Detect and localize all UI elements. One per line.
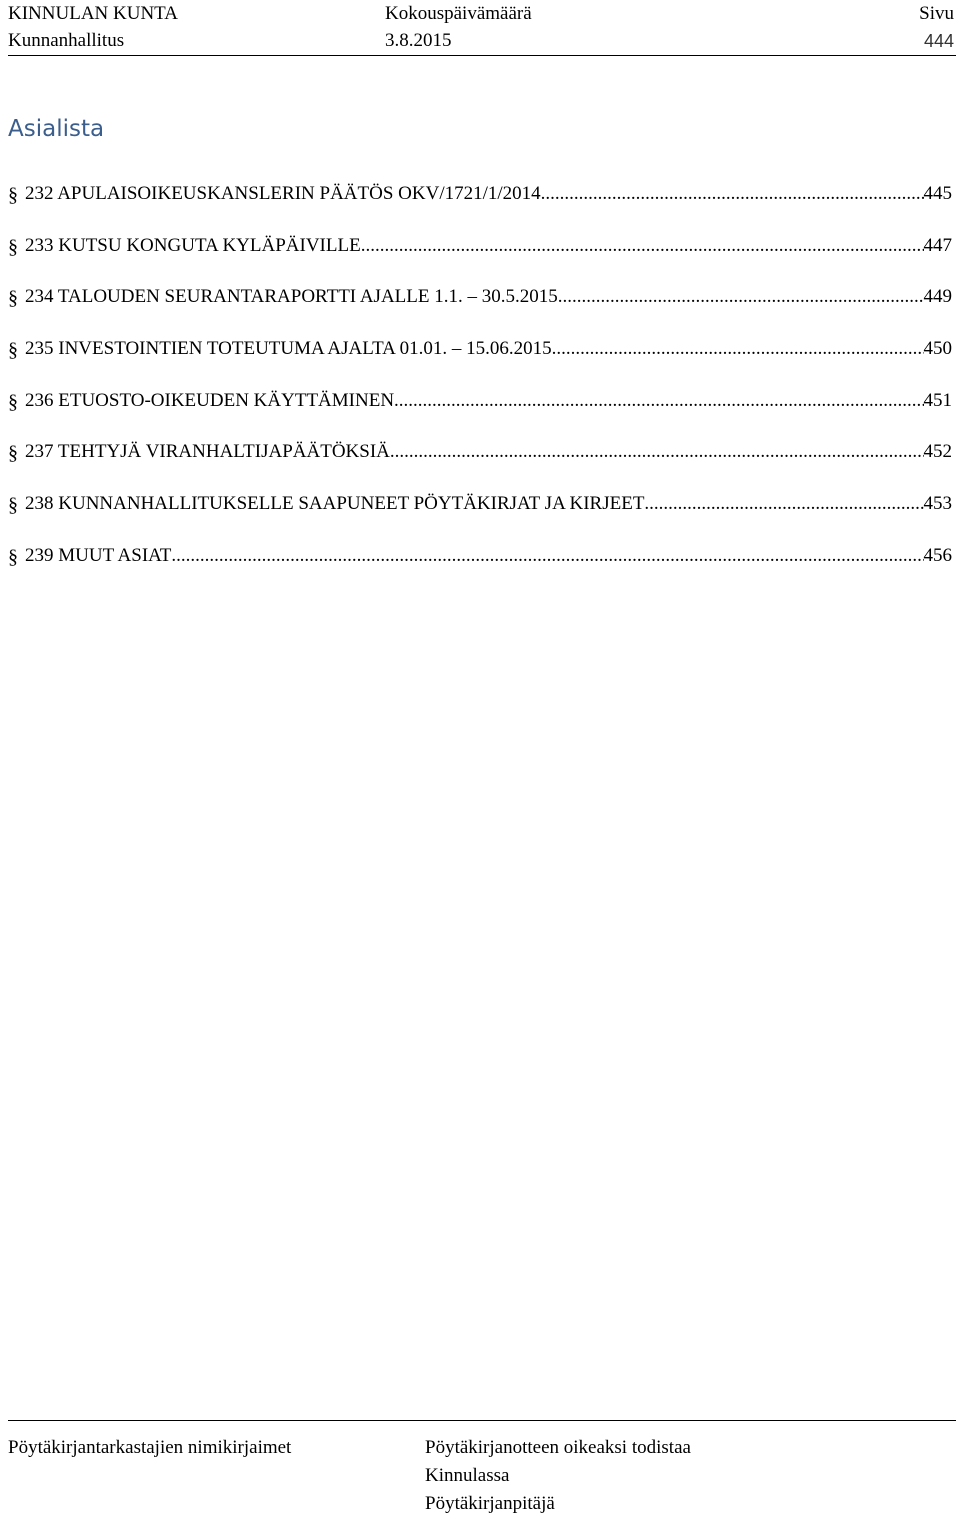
dot-leader: [171, 540, 923, 572]
agenda-item-page: 449: [923, 286, 952, 308]
minutes-keeper-label: Pöytäkirjanpitäjä: [425, 1493, 555, 1514]
section-symbol: §: [8, 235, 18, 258]
dot-leader: [390, 436, 924, 468]
dot-leader: [558, 281, 924, 313]
agenda-item-page: 452: [923, 441, 952, 463]
agenda-item-title: 235 INVESTOINTIEN TOTEUTUMA AJALTA 01.01. – 15.06.2015: [25, 338, 552, 360]
section-symbol: §: [8, 390, 18, 413]
section-symbol: §: [8, 339, 18, 362]
page-footer: [8, 1420, 956, 1514]
section-symbol: §: [8, 442, 18, 465]
agenda-item-title: 232 APULAISOIKEUSKANSLERIN PÄÄTÖS OKV/1721/1/2014: [25, 183, 541, 204]
dot-leader: [644, 488, 923, 520]
dot-leader: [541, 178, 924, 210]
agenda-item-page: 451: [923, 389, 952, 411]
agenda-item-title: 236 ETUOSTO-OIKEUDEN KÄYTTÄMINEN: [25, 389, 395, 411]
footer-left: [8, 1434, 291, 1462]
agenda-item[interactable]: [8, 540, 952, 592]
dot-leader: [394, 385, 923, 417]
agenda-item[interactable]: [8, 178, 952, 230]
page-number: 444: [923, 31, 954, 51]
agenda-entry: [25, 333, 952, 365]
municipality-name: KINNULAN KUNTA: [8, 3, 178, 24]
agenda-item-title: 238 KUNNANHALLITUKSELLE SAAPUNEET PÖYTÄKIRJAT JA KIRJEET: [25, 493, 645, 515]
agenda-item-title: 237 TEHTYJÄ VIRANHALTIJAPÄÄTÖKSIÄ: [25, 441, 390, 463]
agenda-item[interactable]: [8, 230, 952, 282]
agenda-item[interactable]: [8, 281, 952, 333]
page-label: Sivu: [919, 3, 954, 24]
agenda-entry: [25, 178, 952, 210]
agenda-item-page: 456: [923, 544, 952, 566]
agenda-item-title: 239 MUUT ASIAT: [25, 544, 172, 566]
reviewer-initials-label: Pöytäkirjantarkastajien nimikirjaimet: [8, 1437, 292, 1458]
meeting-date: 3.8.2015: [385, 30, 452, 51]
agenda-item-page: 450: [923, 338, 952, 360]
agenda-list: [8, 178, 952, 592]
agenda-heading: Asialista: [8, 116, 105, 142]
agenda-entry: [25, 230, 952, 262]
agenda-item[interactable]: [8, 488, 952, 540]
agenda-entry: [25, 385, 952, 417]
section-symbol: §: [8, 545, 18, 568]
agenda-item[interactable]: [8, 436, 952, 488]
agenda-item-page: 447: [923, 234, 952, 256]
certification-place: Kinnulassa: [425, 1465, 510, 1486]
meeting-date-label: Kokouspäivämäärä: [385, 3, 532, 24]
agenda-entry: [25, 436, 952, 468]
header-row-2: [8, 28, 956, 54]
agenda-item-page: 445: [923, 183, 952, 204]
section-symbol: §: [8, 184, 18, 206]
footer-right: [425, 1434, 691, 1518]
certification-label: Pöytäkirjanotteen oikeaksi todistaa: [425, 1437, 691, 1458]
page-header: [8, 0, 956, 56]
agenda-entry: [25, 540, 952, 572]
section-symbol: §: [8, 494, 18, 517]
agenda-entry: [25, 488, 952, 520]
dot-leader: [361, 230, 924, 262]
agenda-item-title: 233 KUTSU KONGUTA KYLÄPÄIVILLE: [25, 234, 361, 256]
header-row-1: [8, 1, 956, 27]
agenda-item-title: 234 TALOUDEN SEURANTARAPORTTI AJALLE 1.1. – 30.5.2015: [25, 286, 558, 308]
governing-body: Kunnanhallitus: [8, 30, 125, 51]
agenda-item[interactable]: [8, 333, 952, 385]
dot-leader: [552, 333, 924, 365]
agenda-item-page: 453: [923, 493, 952, 515]
agenda-entry: [25, 281, 952, 313]
agenda-item[interactable]: [8, 385, 952, 437]
section-symbol: §: [8, 287, 18, 310]
